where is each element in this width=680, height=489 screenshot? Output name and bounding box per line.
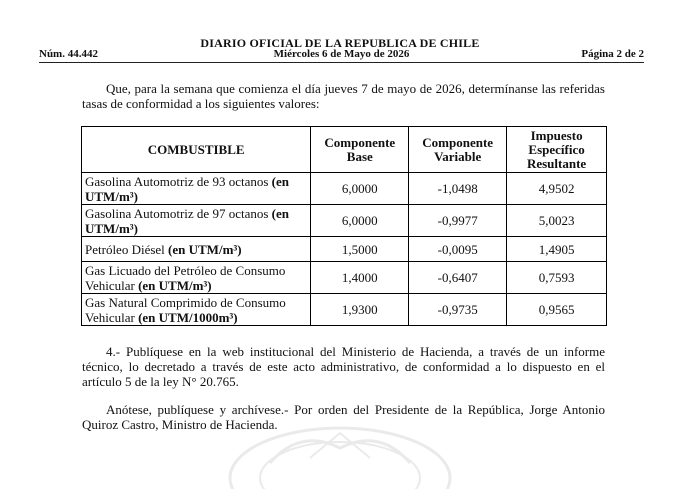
issue-date: Miércoles 6 de Mayo de 2026	[273, 48, 410, 60]
base-value: 6,0000	[311, 205, 409, 237]
base-value: 6,0000	[311, 173, 409, 205]
fuel-unit: (en UTM/m³)	[85, 173, 290, 204]
variable-value: -0,0095	[409, 237, 507, 262]
table-row	[82, 237, 607, 262]
header-resulting-tax: Impuesto Específico Resultante	[507, 127, 607, 173]
closing-paragraph	[82, 402, 605, 432]
header-base-component: Componente Base	[311, 127, 409, 173]
intro-text: Que, para la semana que comienza el día jueves 7 de mayo de 2026, determínanse las referidas tasas de conformidad a los siguientes valores:	[82, 81, 605, 111]
page-indicator: Página 2 de 2	[581, 48, 644, 60]
variable-value: -0,9977	[409, 205, 507, 237]
variable-value: -0,9735	[409, 294, 507, 326]
base-value: 1,4000	[311, 262, 409, 294]
fuel-name-cell	[82, 237, 311, 262]
tax-value: 0,7593	[507, 262, 607, 294]
header-row	[39, 48, 644, 62]
issue-number: Núm. 44.442	[39, 48, 98, 60]
fuel-unit: (en UTM/m³)	[85, 205, 290, 236]
fuel-unit: (en UTM/m³)	[138, 277, 212, 293]
tax-rates-table	[81, 126, 607, 326]
fuel-name: Gas Licuado del Petróleo de Consumo Vehicular	[85, 262, 286, 293]
header-title: DIARIO OFICIAL DE LA REPUBLICA DE CHILE	[200, 36, 480, 50]
publication-paragraph	[82, 344, 605, 389]
base-value: 1,9300	[311, 294, 409, 326]
tax-value: 1,4905	[507, 237, 607, 262]
fuel-name: Gasolina Automotriz de 97 octanos	[85, 205, 269, 221]
publication-text: 4.- Publíquese en la web institucional del Ministerio de Hacienda, a través de un informe técnico, lo decretado a través de este acto administrativo, de conformidad a lo dispuesto en el artículo 5 de la ley N° 20.765.	[82, 344, 605, 389]
header-divider	[39, 62, 644, 63]
tax-value: 5,0023	[507, 205, 607, 237]
table-row	[82, 294, 607, 326]
table-row	[82, 173, 607, 205]
table-header-row	[82, 127, 607, 173]
fuel-name: Petróleo Diésel	[85, 241, 165, 257]
variable-value: -0,6407	[409, 262, 507, 294]
fuel-unit: (en UTM/1000m³)	[138, 309, 238, 325]
intro-paragraph	[82, 81, 605, 111]
tax-value: 0,9565	[507, 294, 607, 326]
fuel-name-cell	[82, 173, 311, 205]
fuel-name-cell	[82, 262, 311, 294]
fuel-unit: (en UTM/m³)	[168, 241, 242, 257]
table-row	[82, 205, 607, 237]
fuel-name: Gas Natural Comprimido de Consumo Vehicular	[85, 294, 286, 325]
header-variable-component: Componente Variable	[409, 127, 507, 173]
fuel-name-cell	[82, 294, 311, 326]
fuel-name-cell	[82, 205, 311, 237]
table-row	[82, 262, 607, 294]
closing-text: Anótese, publíquese y archívese.- Por orden del Presidente de la República, Jorge Antonio Quiroz Castro, Ministro de Hacienda.	[82, 402, 605, 432]
base-value: 1,5000	[311, 237, 409, 262]
fuel-name: Gasolina Automotriz de 93 octanos	[85, 173, 269, 189]
tax-value: 4,9502	[507, 173, 607, 205]
variable-value: -1,0498	[409, 173, 507, 205]
header-fuel: COMBUSTIBLE	[82, 127, 311, 173]
